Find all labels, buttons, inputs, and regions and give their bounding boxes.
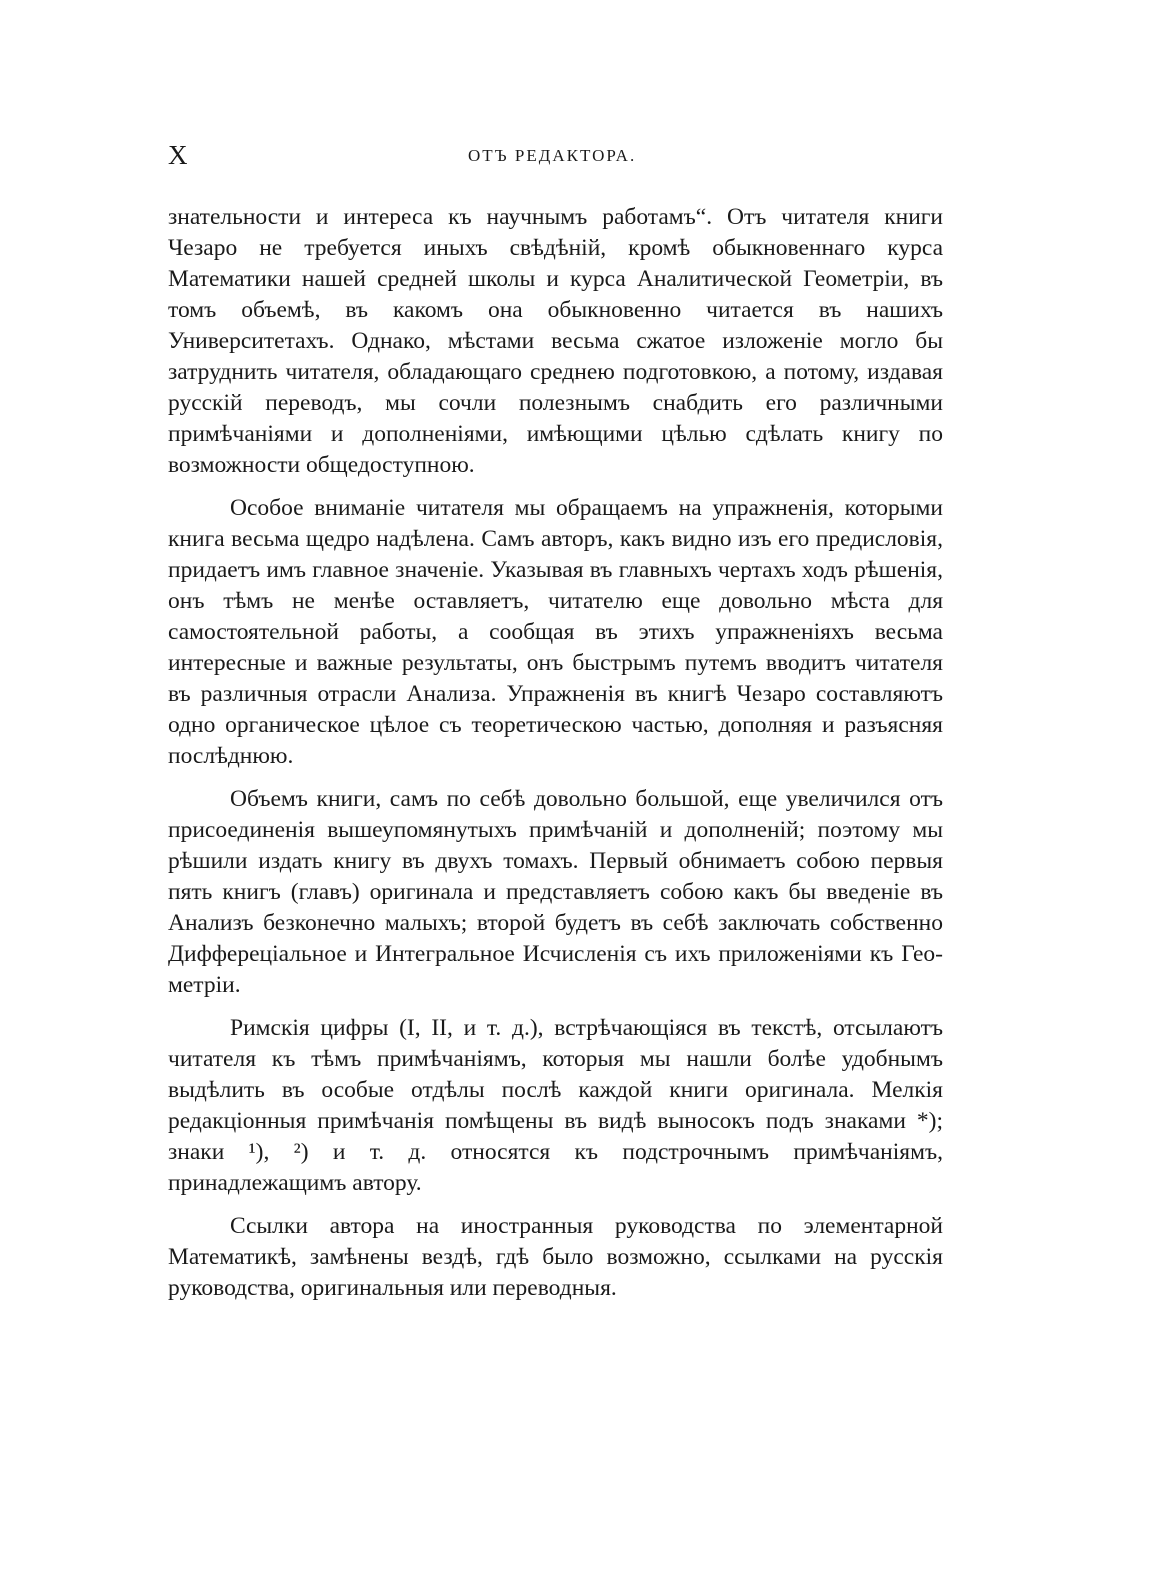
page-number: X	[168, 140, 189, 170]
paragraph-4: Римскія цифры (I, II, и т. д.), встрѣчающіяся въ текстѣ, отсылаютъ читателя къ тѣмъ примѣчаніямъ, которыя мы нашли болѣе удобнымъ выдѣлить въ особые отдѣлы послѣ каждой книги оригинала. Мелкія редакціонныя примѣчанія помѣщены въ видѣ выносокъ подъ знаками *); знаки ¹), ²) и т. д. относятся къ подстрочнымъ примѣчаніямъ, принадлежащимъ автору.	[168, 1015, 943, 1196]
paragraph-5: Ссылки автора на иностранныя руководства по элементарной Математикѣ, замѣнены вездѣ, гдѣ было возможно, ссылками на русскія руководства, оригинальныя или переводныя.	[168, 1213, 943, 1301]
paragraph-2: Особое вниманіе читателя мы обращаемъ на упражненія, которыми книга весьма щедро надѣлена. Самъ авторъ, какъ видно изъ его предисловія, придаетъ имъ главное значеніе. Указывая въ главныхъ чертахъ ходъ рѣшенія, онъ тѣмъ не менѣе оставляетъ, читателю еще довольно мѣста для самостоятельной работы, а сообщая въ этихъ упражненіяхъ весьма интересные и важные результаты, онъ быстрымъ путемъ вводитъ читателя въ различныя отрасли Анализа. Упражненія въ книгѣ Чезаро составляютъ одно органическое цѣлое съ теоретическою частью, дополняя и разъясняя послѣднюю.	[168, 495, 943, 769]
paragraph-3: Объемъ книги, самъ по себѣ довольно большой, еще увеличился отъ присоединенія вышеупомянутыхъ примѣчаній и дополненій; поэтому мы рѣшили издать книгу въ двухъ томахъ. Первый обнимаетъ собою первыя пять книгъ (главъ) оригинала и представляетъ собою какъ бы введеніе въ Анализъ безконечно малыхъ; второй будетъ въ себѣ заключать собственно Диффереціальное и Интегральное Исчисленія съ ихъ приложеніями къ Геометріи.	[168, 786, 943, 998]
running-head: ОТЪ РЕДАКТОРА.	[468, 146, 637, 165]
paragraph-1: знательности и интереса къ научнымъ работамъ“. Отъ читателя книги Чезаро не требуется иныхъ свѣдѣній, кромѣ обыкновеннаго курса Математики нашей средней школы и курса Аналитической Геометріи, въ томъ объемѣ, въ какомъ она обыкновенно читается въ нашихъ Университетахъ. Однако, мѣстами весьма сжатое изложеніе могло бы затруднить читателя, обладающаго среднею подготовкою, а потому, издавая русскій переводъ, мы сочли полезнымъ снабдить его различными примѣчаніями и дополненіями, имѣющими цѣлью сдѣлать книгу по возможности общедоступною.	[168, 204, 943, 478]
body-text	[168, 202, 943, 1304]
